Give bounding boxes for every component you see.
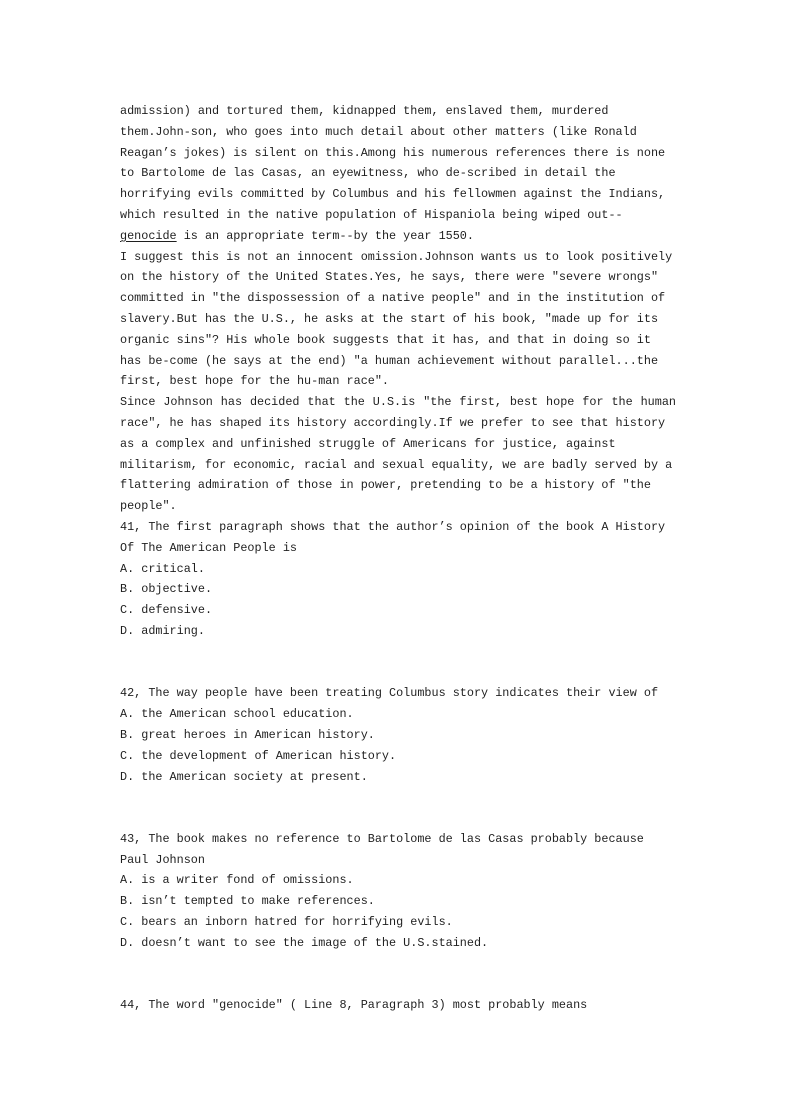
text-segment: as a complex and unfinished struggle of Americans for justice, against xyxy=(120,436,616,451)
text-line xyxy=(120,870,676,891)
text-line xyxy=(120,371,676,392)
text-line xyxy=(120,122,676,143)
text-line xyxy=(120,143,676,164)
text-line xyxy=(120,663,676,684)
text-segment: committed in ″the dispossession of a native people″ and in the institution of xyxy=(120,291,666,306)
text-line xyxy=(120,559,676,580)
text-segment: 44, The word ″genocide″ ( Line 8, Paragraph 3) most probably means xyxy=(120,998,588,1013)
text-segment: D. the American society at present. xyxy=(120,769,368,784)
text-line xyxy=(120,351,676,372)
text-segment: B. great heroes in American history. xyxy=(120,727,375,742)
text-segment: them.John-son, who goes into much detail about other matters (like Ronald xyxy=(120,124,637,139)
text-segment: 42, The way people have been treating Columbus story indicates their view of xyxy=(120,686,659,701)
text-line xyxy=(120,392,676,413)
text-line xyxy=(120,538,676,559)
text-line xyxy=(120,496,676,517)
text-segment: I suggest this is not an innocent omission.Johnson wants us to look positively xyxy=(120,249,673,264)
text-line xyxy=(120,642,676,663)
text-line xyxy=(120,434,676,455)
text-line xyxy=(120,205,676,226)
text-segment: 43, The book makes no reference to Bartolome de las Casas probably because xyxy=(120,831,644,846)
text-segment: slavery.But has the U.S., he asks at the start of his book, ″made up for its xyxy=(120,311,659,326)
text-segment: C. the development of American history. xyxy=(120,748,397,763)
text-line xyxy=(120,163,676,184)
document-body xyxy=(120,101,676,1016)
text-segment: which resulted in the native population of Hispaniola being wiped out-- xyxy=(120,207,623,222)
text-segment: organic sins″? His whole book suggests that it has, and that in doing so it xyxy=(120,332,651,347)
text-line xyxy=(120,829,676,850)
text-line xyxy=(120,787,676,808)
text-segment: flattering admiration of those in power, pretending to be a history of ″the xyxy=(120,478,651,493)
text-segment: A. the American school education. xyxy=(120,707,354,722)
text-line xyxy=(120,746,676,767)
text-line xyxy=(120,621,676,642)
text-line xyxy=(120,455,676,476)
text-segment: B. objective. xyxy=(120,582,213,597)
text-line xyxy=(120,933,676,954)
text-segment: militarism, for economic, racial and sexual equality, we are badly served by a xyxy=(120,457,673,472)
text-segment: A. is a writer fond of omissions. xyxy=(120,873,354,888)
underlined-term: genocide xyxy=(120,228,177,243)
text-line xyxy=(120,475,676,496)
text-line xyxy=(120,226,676,247)
text-segment: first, best hope for the hu-man race″. xyxy=(120,374,390,389)
text-line xyxy=(120,309,676,330)
text-segment: D. doesn’t want to see the image of the U.S.stained. xyxy=(120,935,489,950)
text-segment: A. critical. xyxy=(120,561,205,576)
text-line xyxy=(120,579,676,600)
text-segment: B. isn’t tempted to make references. xyxy=(120,894,375,909)
text-line xyxy=(120,517,676,538)
text-segment: is an appropriate term--by the year 1550. xyxy=(176,228,474,243)
text-line xyxy=(120,808,676,829)
text-segment: C. defensive. xyxy=(120,603,213,618)
text-segment: 41, The first paragraph shows that the author’s opinion of the book A History xyxy=(120,519,666,534)
text-line xyxy=(120,101,676,122)
text-line xyxy=(120,330,676,351)
text-segment: D. admiring. xyxy=(120,623,205,638)
text-segment: admission) and tortured them, kidnapped them, enslaved them, murdered xyxy=(120,104,609,118)
text-segment: C. bears an inborn hatred for horrifying evils. xyxy=(120,915,453,930)
text-line xyxy=(120,267,676,288)
text-line xyxy=(120,413,676,434)
text-segment: horrifying evils committed by Columbus and his fellowmen against the Indians, xyxy=(120,187,666,202)
text-segment: Reagan’s jokes) is silent on this.Among his numerous references there is none xyxy=(120,145,666,160)
text-line xyxy=(120,995,676,1016)
text-line xyxy=(120,891,676,912)
text-line xyxy=(120,767,676,788)
text-segment: Of The American People is xyxy=(120,540,297,555)
text-line xyxy=(120,912,676,933)
text-line xyxy=(120,247,676,268)
text-segment: Paul Johnson xyxy=(120,852,205,867)
text-segment: on the history of the United States.Yes, he says, there were ″severe wrongs″ xyxy=(120,270,659,285)
text-line xyxy=(120,954,676,975)
text-line xyxy=(120,850,676,871)
text-line xyxy=(120,184,676,205)
text-line xyxy=(120,974,676,995)
text-line xyxy=(120,704,676,725)
text-line xyxy=(120,600,676,621)
text-segment: race″, he has shaped its history accordingly.If we prefer to see that history xyxy=(120,415,666,430)
text-segment: Since Johnson has decided that the U.S.is ″the first, best hope for the human xyxy=(120,395,676,410)
text-segment: people″. xyxy=(120,499,177,514)
text-segment: to Bartolome de las Casas, an eyewitness, who de-scribed in detail the xyxy=(120,166,616,181)
text-line xyxy=(120,725,676,746)
text-line xyxy=(120,288,676,309)
text-line xyxy=(120,683,676,704)
text-segment: has be-come (he says at the end) ″a human achievement without parallel...the xyxy=(120,353,659,368)
